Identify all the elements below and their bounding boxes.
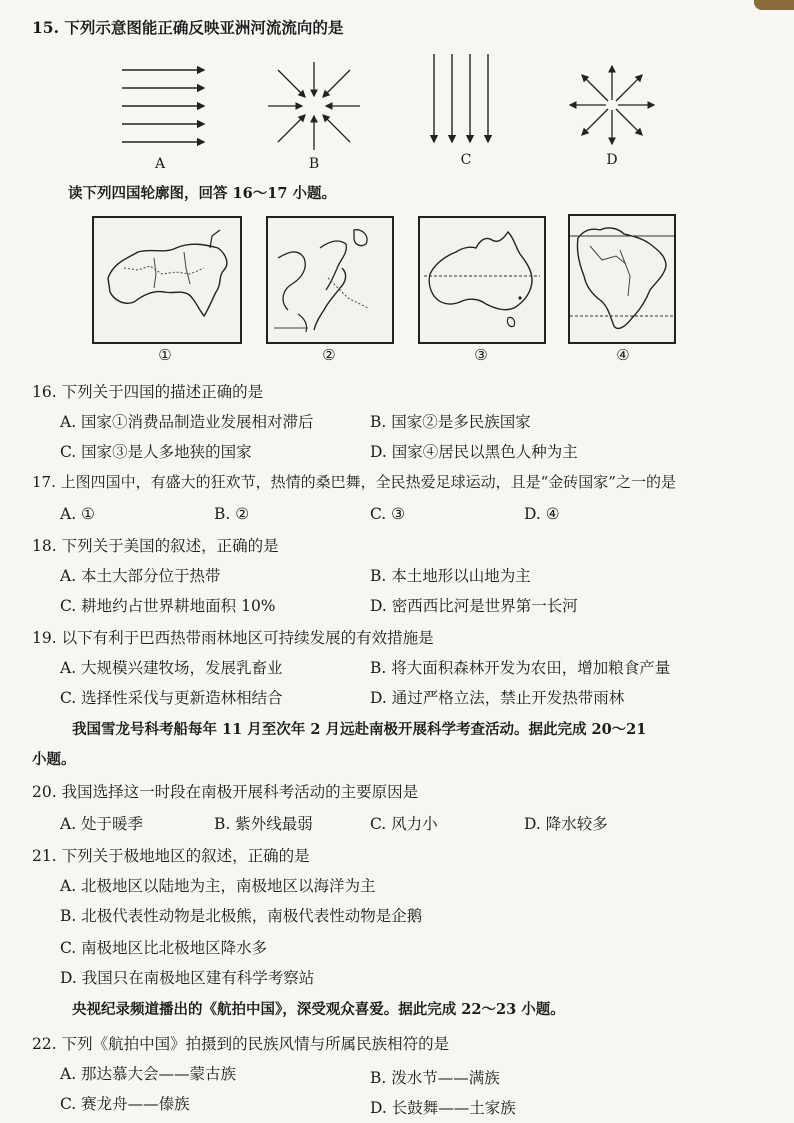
- q17-option-c: C. ③: [370, 505, 406, 523]
- q22-option-a: A. 那达慕大会——蒙古族: [60, 1065, 237, 1083]
- q22-option-b: B. 泼水节——满族: [370, 1069, 500, 1087]
- q21-stem: 21. 下列关于极地地区的叙述，正确的是: [32, 847, 310, 865]
- map-3-label: ③: [474, 346, 488, 364]
- q19-stem: 19. 以下有利于巴西热带雨林地区可持续发展的有效措施是: [32, 629, 434, 647]
- intro-16-17: 读下列四国轮廓图，回答 16～17 小题。: [68, 185, 336, 202]
- map-1-label: ①: [158, 346, 172, 364]
- q17-stem: 17. 上图四国中，有盛大的狂欢节，热情的桑巴舞，全民热爱足球运动，且是“金砖国家”之一的是: [32, 473, 676, 491]
- q15-option-b-label: B: [308, 156, 320, 172]
- q18-stem: 18. 下列关于美国的叙述，正确的是: [32, 537, 279, 555]
- q16-option-c: C. 国家③是人多地狭的国家: [60, 443, 252, 461]
- q22-option-c: C. 赛龙舟——傣族: [60, 1095, 190, 1113]
- q16-option-b: B. 国家②是多民族国家: [370, 413, 531, 431]
- q19-option-a: A. 大规模兴建牧场，发展乳畜业: [60, 659, 283, 677]
- map-3-frame: [418, 216, 546, 344]
- q15-figure-c-downward-arrows-icon: [426, 52, 498, 148]
- q21-option-a: A. 北极地区以陆地为主，南极地区以海洋为主: [60, 877, 376, 895]
- map-4-frame: [568, 214, 676, 344]
- page-corner-decoration: [754, 0, 794, 10]
- q19-option-b: B. 将大面积森林开发为农田，增加粮食产量: [370, 659, 671, 677]
- q15-option-c-label: C: [460, 152, 472, 168]
- q20-option-a: A. 处于暖季: [60, 815, 144, 833]
- map-1-frame: [92, 216, 242, 344]
- q18-option-d: D. 密西西比河是世界第一长河: [370, 597, 578, 615]
- q15-figure-b-converging-arrows-icon: [264, 58, 364, 154]
- q15-figure-d-radiating-arrows-icon: [566, 62, 658, 148]
- q18-option-c: C. 耕地约占世界耕地面积 10%: [60, 597, 276, 615]
- q17-option-d: D. ④: [524, 505, 560, 523]
- q16-option-a: A. 国家①消费品制造业发展相对滞后: [60, 413, 314, 431]
- q18-option-a: A. 本土大部分位于热带: [60, 567, 221, 585]
- q17-option-a: A. ①: [60, 505, 95, 523]
- q16-option-d: D. 国家④居民以黑色人种为主: [370, 443, 578, 461]
- q19-option-c: C. 选择性采伐与更新造林相结合: [60, 689, 283, 707]
- q21-option-c: C. 南极地区比北极地区降水多: [60, 939, 268, 957]
- intro-22-23: 央视纪录频道播出的《航拍中国》，深受观众喜爱。据此完成 22～23 小题。: [72, 1001, 565, 1018]
- q20-stem: 20. 我国选择这一时段在南极开展科考活动的主要原因是: [32, 783, 419, 801]
- q15-figure-a-parallel-arrows-icon: [118, 62, 210, 152]
- intro-20-21-line2: 小题。: [32, 751, 76, 768]
- q15-option-a-label: A: [154, 156, 166, 172]
- q22-stem: 22. 下列《航拍中国》拍摄到的民族风情与所属民族相符的是: [32, 1035, 450, 1053]
- map-4-label: ④: [616, 346, 630, 364]
- map-2-label: ②: [322, 346, 336, 364]
- q15-option-d-label: D: [606, 152, 618, 168]
- q16-stem: 16. 下列关于四国的描述正确的是: [32, 383, 264, 401]
- q20-option-b: B. 紫外线最弱: [214, 815, 313, 833]
- brazil-map-icon: [570, 216, 674, 342]
- russia-map-icon: [94, 218, 240, 342]
- japan-map-icon: [268, 218, 392, 342]
- q20-option-d: D. 降水较多: [524, 815, 608, 833]
- q21-option-b: B. 北极代表性动物是北极熊，南极代表性动物是企鹅: [60, 907, 423, 925]
- intro-20-21-line1: 我国雪龙号科考船每年 11 月至次年 2 月远赴南极开展科学考查活动。据此完成 20～21: [72, 721, 647, 738]
- q19-option-d: D. 通过严格立法，禁止开发热带雨林: [370, 689, 625, 707]
- q20-option-c: C. 风力小: [370, 815, 438, 833]
- q15-stem: 15. 下列示意图能正确反映亚洲河流流向的是: [32, 18, 344, 37]
- q18-option-b: B. 本土地形以山地为主: [370, 567, 531, 585]
- q21-option-d: D. 我国只在南极地区建有科学考察站: [60, 969, 315, 987]
- q22-option-d: D. 长鼓舞——土家族: [370, 1099, 516, 1117]
- australia-map-icon: [420, 218, 544, 342]
- q17-option-b: B. ②: [214, 505, 250, 523]
- map-2-frame: [266, 216, 394, 344]
